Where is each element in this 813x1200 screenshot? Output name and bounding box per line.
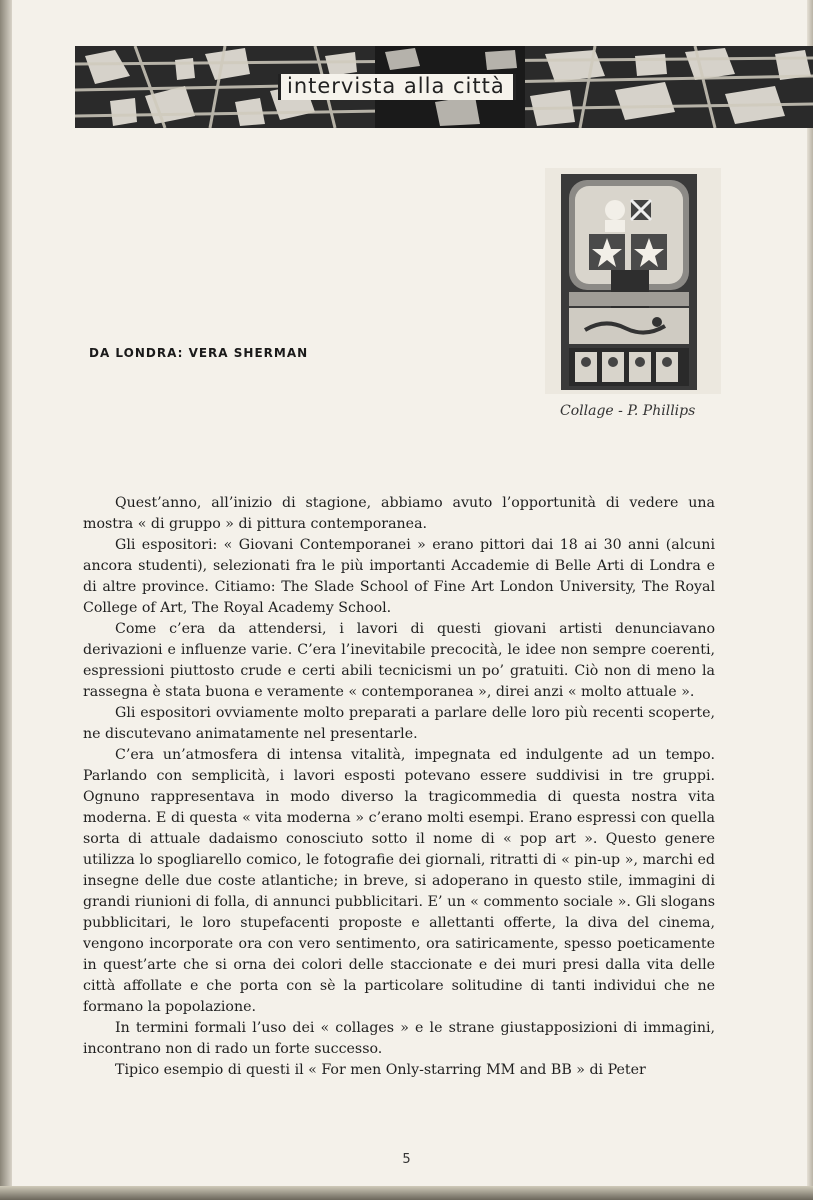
figure-caption: Collage - P. Phillips: [560, 403, 696, 419]
page-bottom-edge: [0, 1186, 813, 1200]
page-number: 5: [402, 1152, 411, 1167]
page-binding-shadow: [0, 0, 12, 1200]
paragraph: Come c’era da attendersi, i lavori di questi giovani artisti denunciavano derivazioni e influenze varie. C’era l’inevitabile precocità, le idee non sempre coerenti, espressioni piuttosto crude e certi abili tecnicismi un po’ gratuiti. Ciò non di meno la rassegna è stata buona e veramente « contemporanea », direi anzi « molto attuale ».: [83, 621, 715, 700]
article-body: [83, 493, 715, 1081]
paragraph: C’era un’atmosfera di intensa vitalità, impegnata ed indulgente ad un tempo. Parlando con semplicità, i lavori esposti potevano essere suddivisi in tre gruppi. Ognuno rappresentava in modo diverso la tragicommedia di questa nostra vita moderna. E di questa « vita moderna » c’erano molti esempi. Erano espressi con quella sorta di attuale dadaismo conosciuto sotto il nome di « pop art ». Questo genere utilizza lo spogliarello comico, le fotografie dei giornali, ritratti di « pin-up », marchi ed insegne delle due coste atlantiche; in breve, si adoperano in questo stile, immagini di grandi riunioni di folla, di annunci pubblicitari. E’ un « commento sociale ». Gli slogans pubblicitari, le loro stupefacenti proposte e allettanti offerte, la diva del cinema, vengono incorporate ora con vero sentimento, ora satiricamente, spesso poeticamente in quest’arte che si orna dei colori delle staccionate e dei muri presi dalla vita delle città affollate e che porta con sè la particolare solitudine di tanti individui che ne formano la popolazione.: [83, 747, 715, 1015]
paragraph: Tipico esempio di questi il « For men Only-starring MM and BB » di Peter: [115, 1062, 646, 1078]
article-byline: DA LONDRA: VERA SHERMAN: [89, 346, 309, 360]
paragraph: Gli espositori ovviamente molto preparati a parlare delle loro più recenti scoperte, ne discutevano animatamente nel presentarle.: [83, 705, 715, 742]
section-title: intervista alla città: [278, 74, 516, 100]
collage-artwork-image: [545, 168, 721, 394]
paragraph: In termini formali l’uso dei « collages » e le strane giustapposizioni di immagini, incontrano non di rado un forte successo.: [83, 1020, 715, 1057]
paragraph: Gli espositori: « Giovani Contemporanei » erano pittori dai 18 ai 30 anni (alcuni ancora studenti), selezionati fra le più importanti Accademie di Belle Arti di Londra e di altre province. Citiamo: The Slade School of Fine Art London University, The Royal College of Art, The Royal Academy School.: [83, 537, 715, 616]
paragraph: Quest’anno, all’inizio di stagione, abbiamo avuto l’opportunità di vedere una mostra « di gruppo » di pittura contemporanea.: [83, 495, 715, 532]
page-right-edge: [807, 0, 813, 1200]
